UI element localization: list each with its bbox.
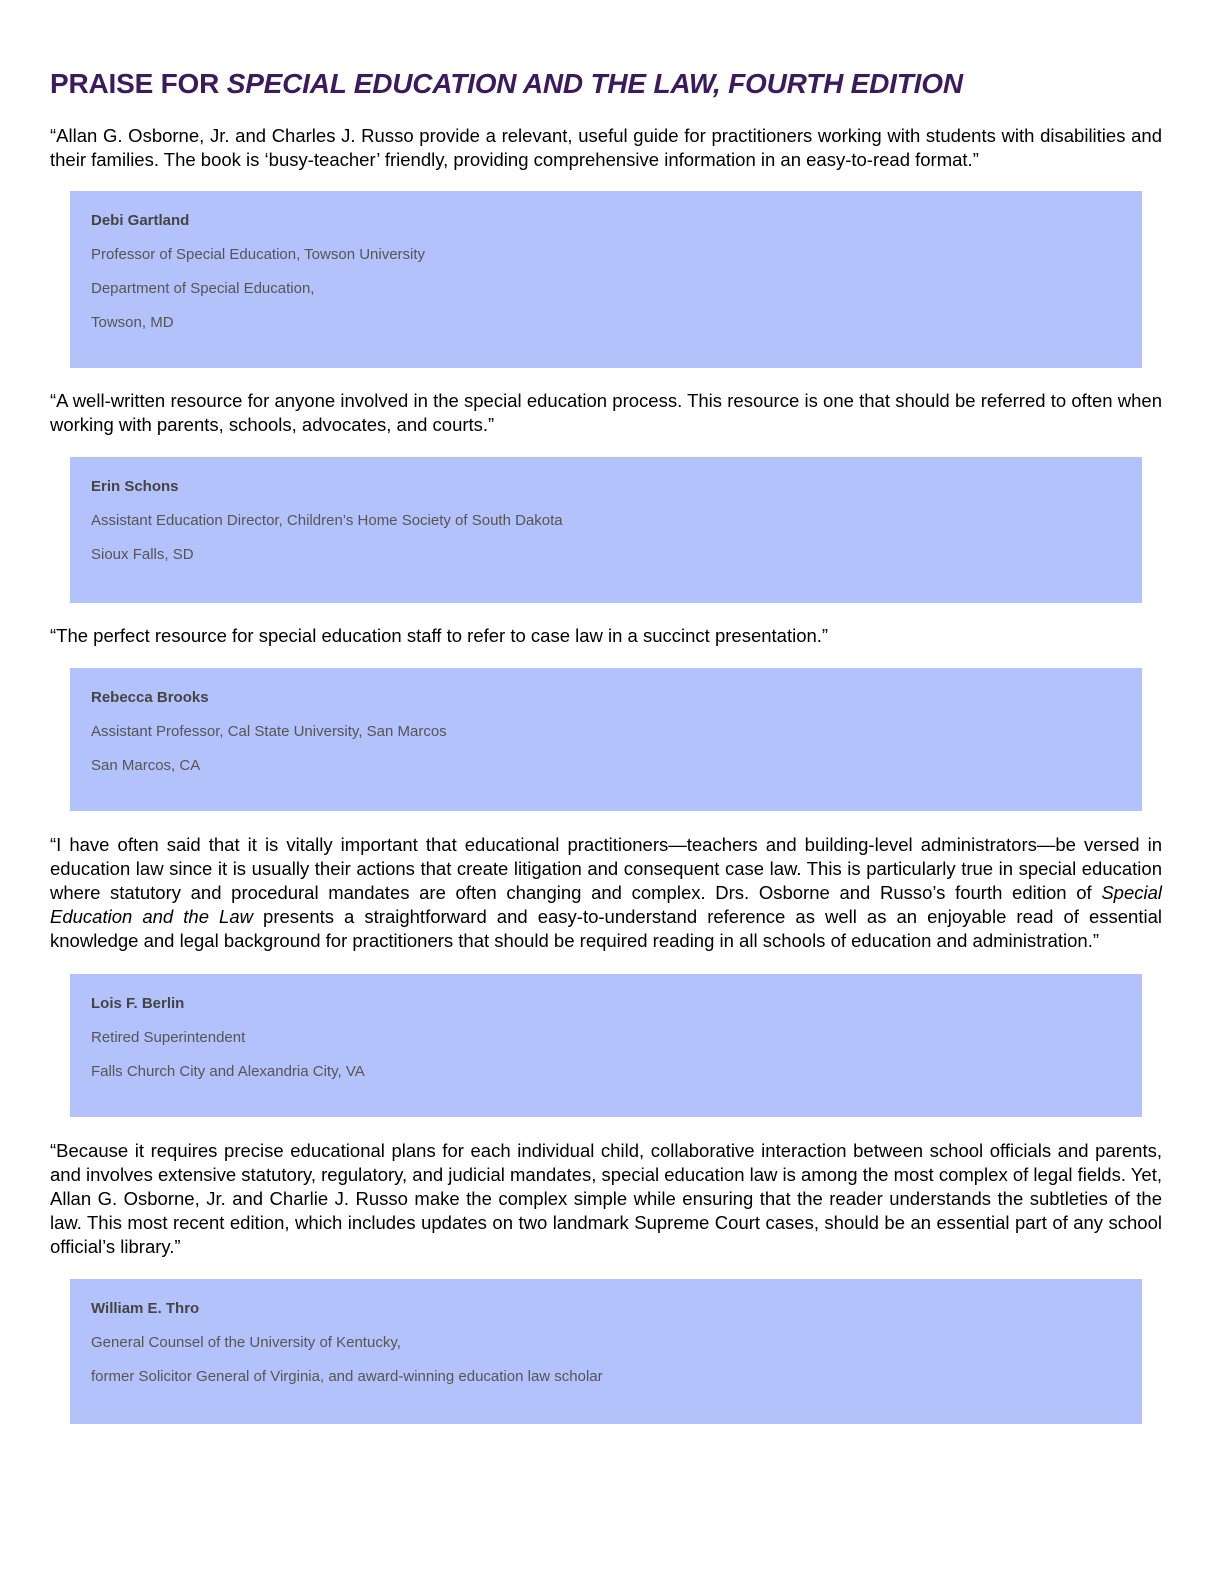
attribution-title-5: General Counsel of the University of Kentucky, [91,1334,401,1351]
attribution-title-2: Assistant Education Director, Children’s Home Society of South Dakota [91,512,563,529]
testimonial-quote-4-part-1: “I have often said that it is vitally important that educational practitioners—teachers and building-level administrators—be versed in education law since it is usually their actions that create litigation and consequent case law. This is particularly true in special education where statutory and procedural mandates are often changing and complex. Drs. Osborne and Russo’s fourth edition of [50,834,1162,903]
attribution-department-1: Department of Special Education, [91,280,315,297]
attribution-title-5b: former Solicitor General of Virginia, and award-winning education law scholar [91,1368,603,1385]
testimonial-quote-1: “Allan G. Osborne, Jr. and Charles J. Russo provide a relevant, useful guide for practitioners working with students with disabilities and their families. The book is ‘busy-teacher’ friendly, providing comprehensive information in an easy-to-read format.” [50,125,1162,170]
testimonial-quote-4-part-2: presents a straightforward and easy-to-understand reference as well as an enjoyable read of essential knowledge and legal background for practitioners that should be required reading in all schools of education and administration.” [50,906,1162,951]
praise-page [50,66,1162,1424]
attribution-box-4 [70,974,1142,1117]
testimonial-quote-4 [50,833,1162,953]
attribution-name-2: Erin Schons [91,478,179,495]
attribution-location-1: Towson, MD [91,314,174,331]
attribution-location-3: San Marcos, CA [91,757,201,774]
testimonial-quote-5: “Because it requires precise educational plans for each individual child, collaborative interaction between school officials and parents, and involves extensive statutory, regulatory, and judicial mandates, special education law is among the most complex of legal fields. Yet, Allan G. Osborne, Jr. and Charlie J. Russo make the complex simple while ensuring that the reader understands the subtleties of the law. This most recent edition, which includes updates on two landmark Supreme Court cases, should be an essential part of any school official’s library.” [50,1140,1162,1257]
attribution-box-5 [70,1279,1142,1424]
attribution-name-5: William E. Thro [91,1300,200,1317]
attribution-location-2: Sioux Falls, SD [91,546,194,563]
attribution-box-3 [70,668,1142,811]
attribution-box-1 [70,191,1142,368]
attribution-name-3: Rebecca Brooks [91,689,209,706]
testimonial-quote-2: “A well-written resource for anyone involved in the special education process. This resource is one that should be referred to often when working with parents, schools, advocates, and courts.” [50,390,1162,435]
page-title-prefix: PRAISE FOR [50,68,227,99]
attribution-title-4: Retired Superintendent [91,1029,246,1046]
attribution-location-4: Falls Church City and Alexandria City, VA [91,1063,365,1080]
attribution-title-3: Assistant Professor, Cal State University, San Marcos [91,723,447,740]
testimonial-quote-4-book-title: Special Education and the Law [50,882,1162,927]
attribution-name-4: Lois F. Berlin [91,995,185,1012]
attribution-box-2 [70,457,1142,603]
attribution-title-1: Professor of Special Education, Towson University [91,246,426,263]
page-title [50,66,1162,102]
page-title-book: SPECIAL EDUCATION AND THE LAW, FOURTH EDITION [226,68,963,99]
testimonial-quote-3: “The perfect resource for special education staff to refer to case law in a succinct presentation.” [50,625,829,646]
attribution-name-1: Debi Gartland [91,212,190,229]
